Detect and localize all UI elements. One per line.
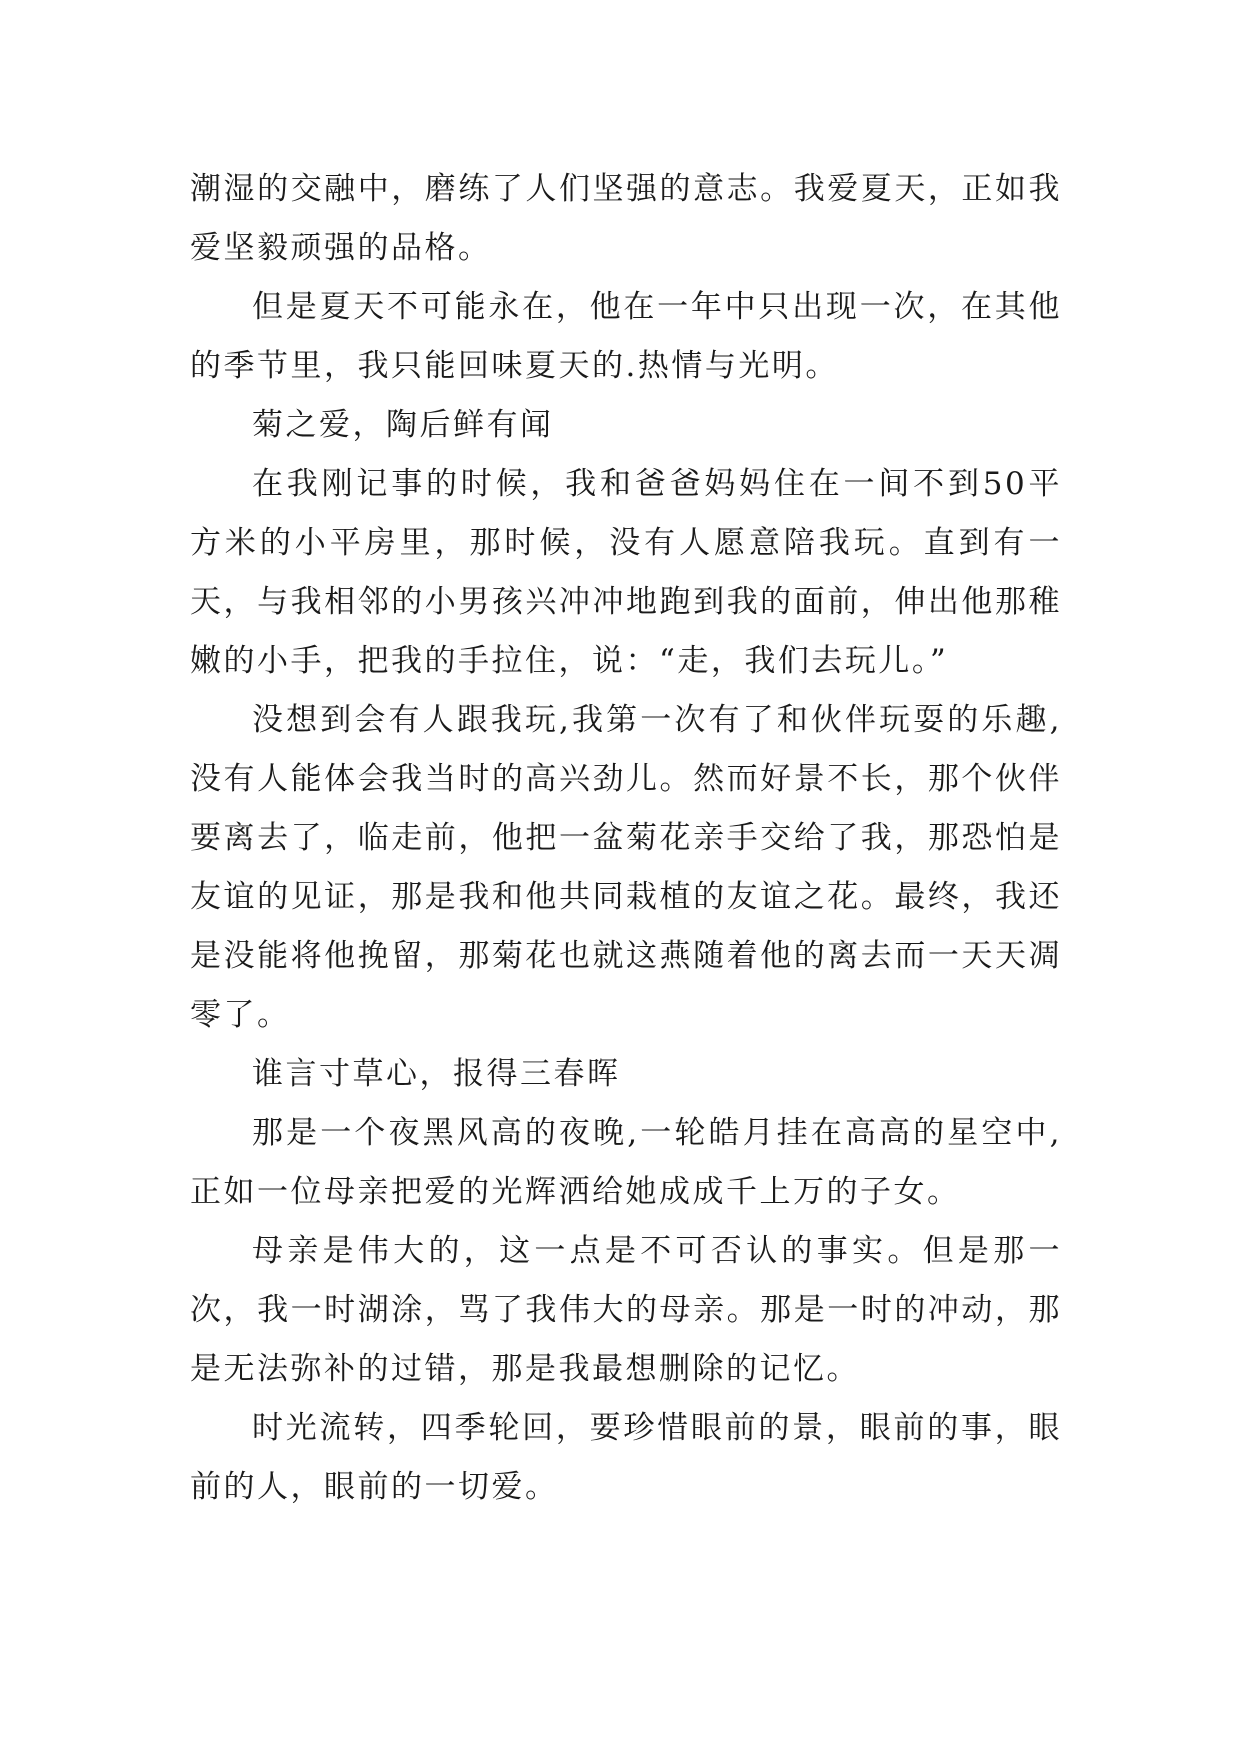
document-body — [190, 160, 1062, 1517]
paragraph-1: 潮湿的交融中，磨练了人们坚强的意志。我爱夏天，正如我爱坚毅顽强的品格。 — [190, 171, 1062, 266]
paragraph-7: 时光流转，四季轮回，要珍惜眼前的景，眼前的事，眼前的人，眼前的一切爱。 — [190, 1410, 1062, 1505]
section-heading-mother: 谁言寸草心，报得三春晖 — [252, 1056, 621, 1092]
paragraph-5: 那是一个夜黑风高的夜晚,一轮皓月挂在高高的星空中,正如一位母亲把爱的光辉洒给她成成千上万的子女。 — [190, 1115, 1062, 1210]
paragraph-4: 没想到会有人跟我玩,我第一次有了和伙伴玩耍的乐趣,没有人能体会我当时的高兴劲儿。然而好景不长，那个伙伴要离去了，临走前，他把一盆菊花亲手交给了我，那恐怕是友谊的见证，那是我和他共同栽植的友谊之花。最终，我还是没能将他挽留，那菊花也就这燕随着他的离去而一天天凋零了。 — [190, 702, 1062, 1033]
paragraph-2: 但是夏天不可能永在，他在一年中只出现一次，在其他的季节里，我只能回味夏天的.热情与光明。 — [190, 289, 1062, 384]
paragraph-6: 母亲是伟大的，这一点是不可否认的事实。但是那一次，我一时湖涂，骂了我伟大的母亲。那是一时的冲动，那是无法弥补的过错，那是我最想删除的记忆。 — [190, 1233, 1062, 1387]
section-heading-chrysanthemum: 菊之爱，陶后鲜有闻 — [252, 407, 554, 443]
paragraph-3: 在我刚记事的时候，我和爸爸妈妈住在一间不到50平方米的小平房里，那时候，没有人愿意陪我玩。直到有一天，与我相邻的小男孩兴冲冲地跑到我的面前，伸出他那稚嫩的小手，把我的手拉住，说：“走，我们去玩儿。” — [190, 466, 1062, 679]
